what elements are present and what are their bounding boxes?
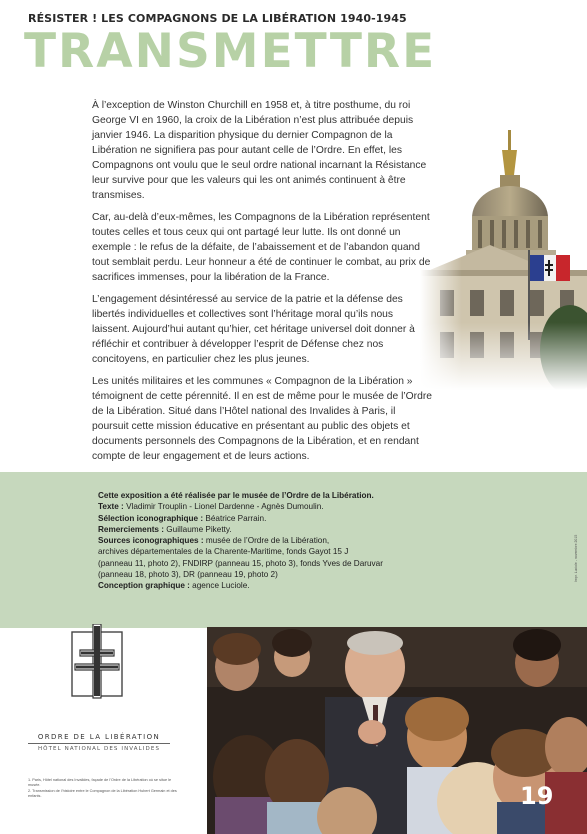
logo-divider bbox=[28, 743, 170, 744]
credit-value-conception: agence Luciole. bbox=[192, 581, 250, 591]
credit-value-sources-2: archives départementales de la Charente-Maritime, fonds Gayot 15 J bbox=[98, 547, 349, 557]
logo-title: ORDRE DE LA LIBÉRATION bbox=[37, 733, 161, 741]
page-title: TRANSMETTRE bbox=[24, 24, 437, 79]
caption-item: 1. Paris, Hôtel national des Invalides, façade de l’Ordre de la Libération où se situe le musée. bbox=[28, 778, 172, 787]
supertitle: RÉSISTER ! LES COMPAGNONS DE LA LIBÉRATION 1940-1945 bbox=[28, 12, 407, 25]
credit-label-texte: Texte : bbox=[98, 502, 124, 512]
credit-label-selection: Sélection iconographique : bbox=[98, 513, 204, 523]
paragraph: À l’exception de Winston Churchill en 1958 et, à titre posthume, du roi George VI en 1960, la croix de la Libération n’est plus attribuée depuis janvier 1946. La disparition physique du dernier Compagnon de la Libération ne signifiera pas pour autant celle de l’Ordre. En effet, les Compagnons ont voulu que le seul ordre national incarnant la Résistance leur survive pour que les valeurs qui les ont animés continuent à être transmises. bbox=[92, 100, 427, 201]
photo-captions bbox=[28, 778, 178, 800]
invalides-palace-image bbox=[420, 120, 587, 390]
credit-value-sources-3: (panneau 11, photo 2), FNDIRP (panneau 15, photo 3), fonds Yves de Daruvar bbox=[98, 558, 383, 568]
paragraph: Les unités militaires et les communes « Compagnon de la Libération » témoignent de cette pérennité. Il en est de même pour le musée de l’Ordre de la Libération. Situé dans l’Hôtel national des Invalides à Paris, il poursuit cette mission éducative en présentant au public des objets et documents personnels des Compagnons de la Libération, et en rendant compte de leur engagement et de leurs actions. bbox=[92, 376, 432, 462]
credit-value-remerciements: Guillaume Piketty. bbox=[166, 524, 232, 534]
credits bbox=[98, 490, 428, 592]
credit-value-sources-4: (panneau 18, photo 3), DR (panneau 19, photo 2) bbox=[98, 570, 278, 580]
credit-label-remerciements: Remerciements : bbox=[98, 524, 164, 534]
page-number: 19 bbox=[520, 782, 554, 810]
credit-value-texte: Vladimir Trouplin - Lionel Dardenne - Agnès Dumoulin. bbox=[126, 502, 324, 512]
credit-value-sources-1: musée de l’Ordre de la Libération, bbox=[205, 536, 330, 546]
credit-label-sources: Sources iconographiques : bbox=[98, 536, 204, 546]
caption-item: 2. Transmission de l’histoire entre le Compagnon de la Libération Hubert Germain et des enfants. bbox=[28, 789, 177, 798]
credits-heading: Cette exposition a été réalisée par le musée de l’Ordre de la Libération. bbox=[98, 491, 374, 500]
credit-value-selection: Béatrice Parrain. bbox=[205, 513, 267, 523]
paragraph: L’engagement désintéressé au service de la patrie et la défense des libertés individuelles et collectives sont l’héritage moral qu’ils nous laissent. Aujourd’hui autant qu’hier, cet héritage universel doit donner à réfléchir et contribuer à développer l’esprit de Défense chez nos concitoyens, en particulier chez les plus jeunes. bbox=[92, 294, 415, 365]
logo-subtitle: HÔTEL NATIONAL DES INVALIDES bbox=[37, 746, 161, 752]
paragraph: Car, au-delà d’eux-mêmes, les Compagnons de la Libération représentent toutes celles et tous ceux qui ont partagé leur lutte. Ils ont donné un exemple : le refus de la défaite, de l’abaissement et de l’abandon quand tout semblait perdu. Leur honneur a été de continuer le combat, au prix de sacrifices immenses, pour la libération de la France. bbox=[92, 212, 431, 283]
print-credit: Impr. Luciole - novembre 2015 bbox=[574, 534, 578, 582]
credit-label-conception: Conception graphique : bbox=[98, 581, 190, 591]
body-text bbox=[92, 98, 432, 471]
cross-of-lorraine-logo-icon bbox=[66, 624, 128, 700]
